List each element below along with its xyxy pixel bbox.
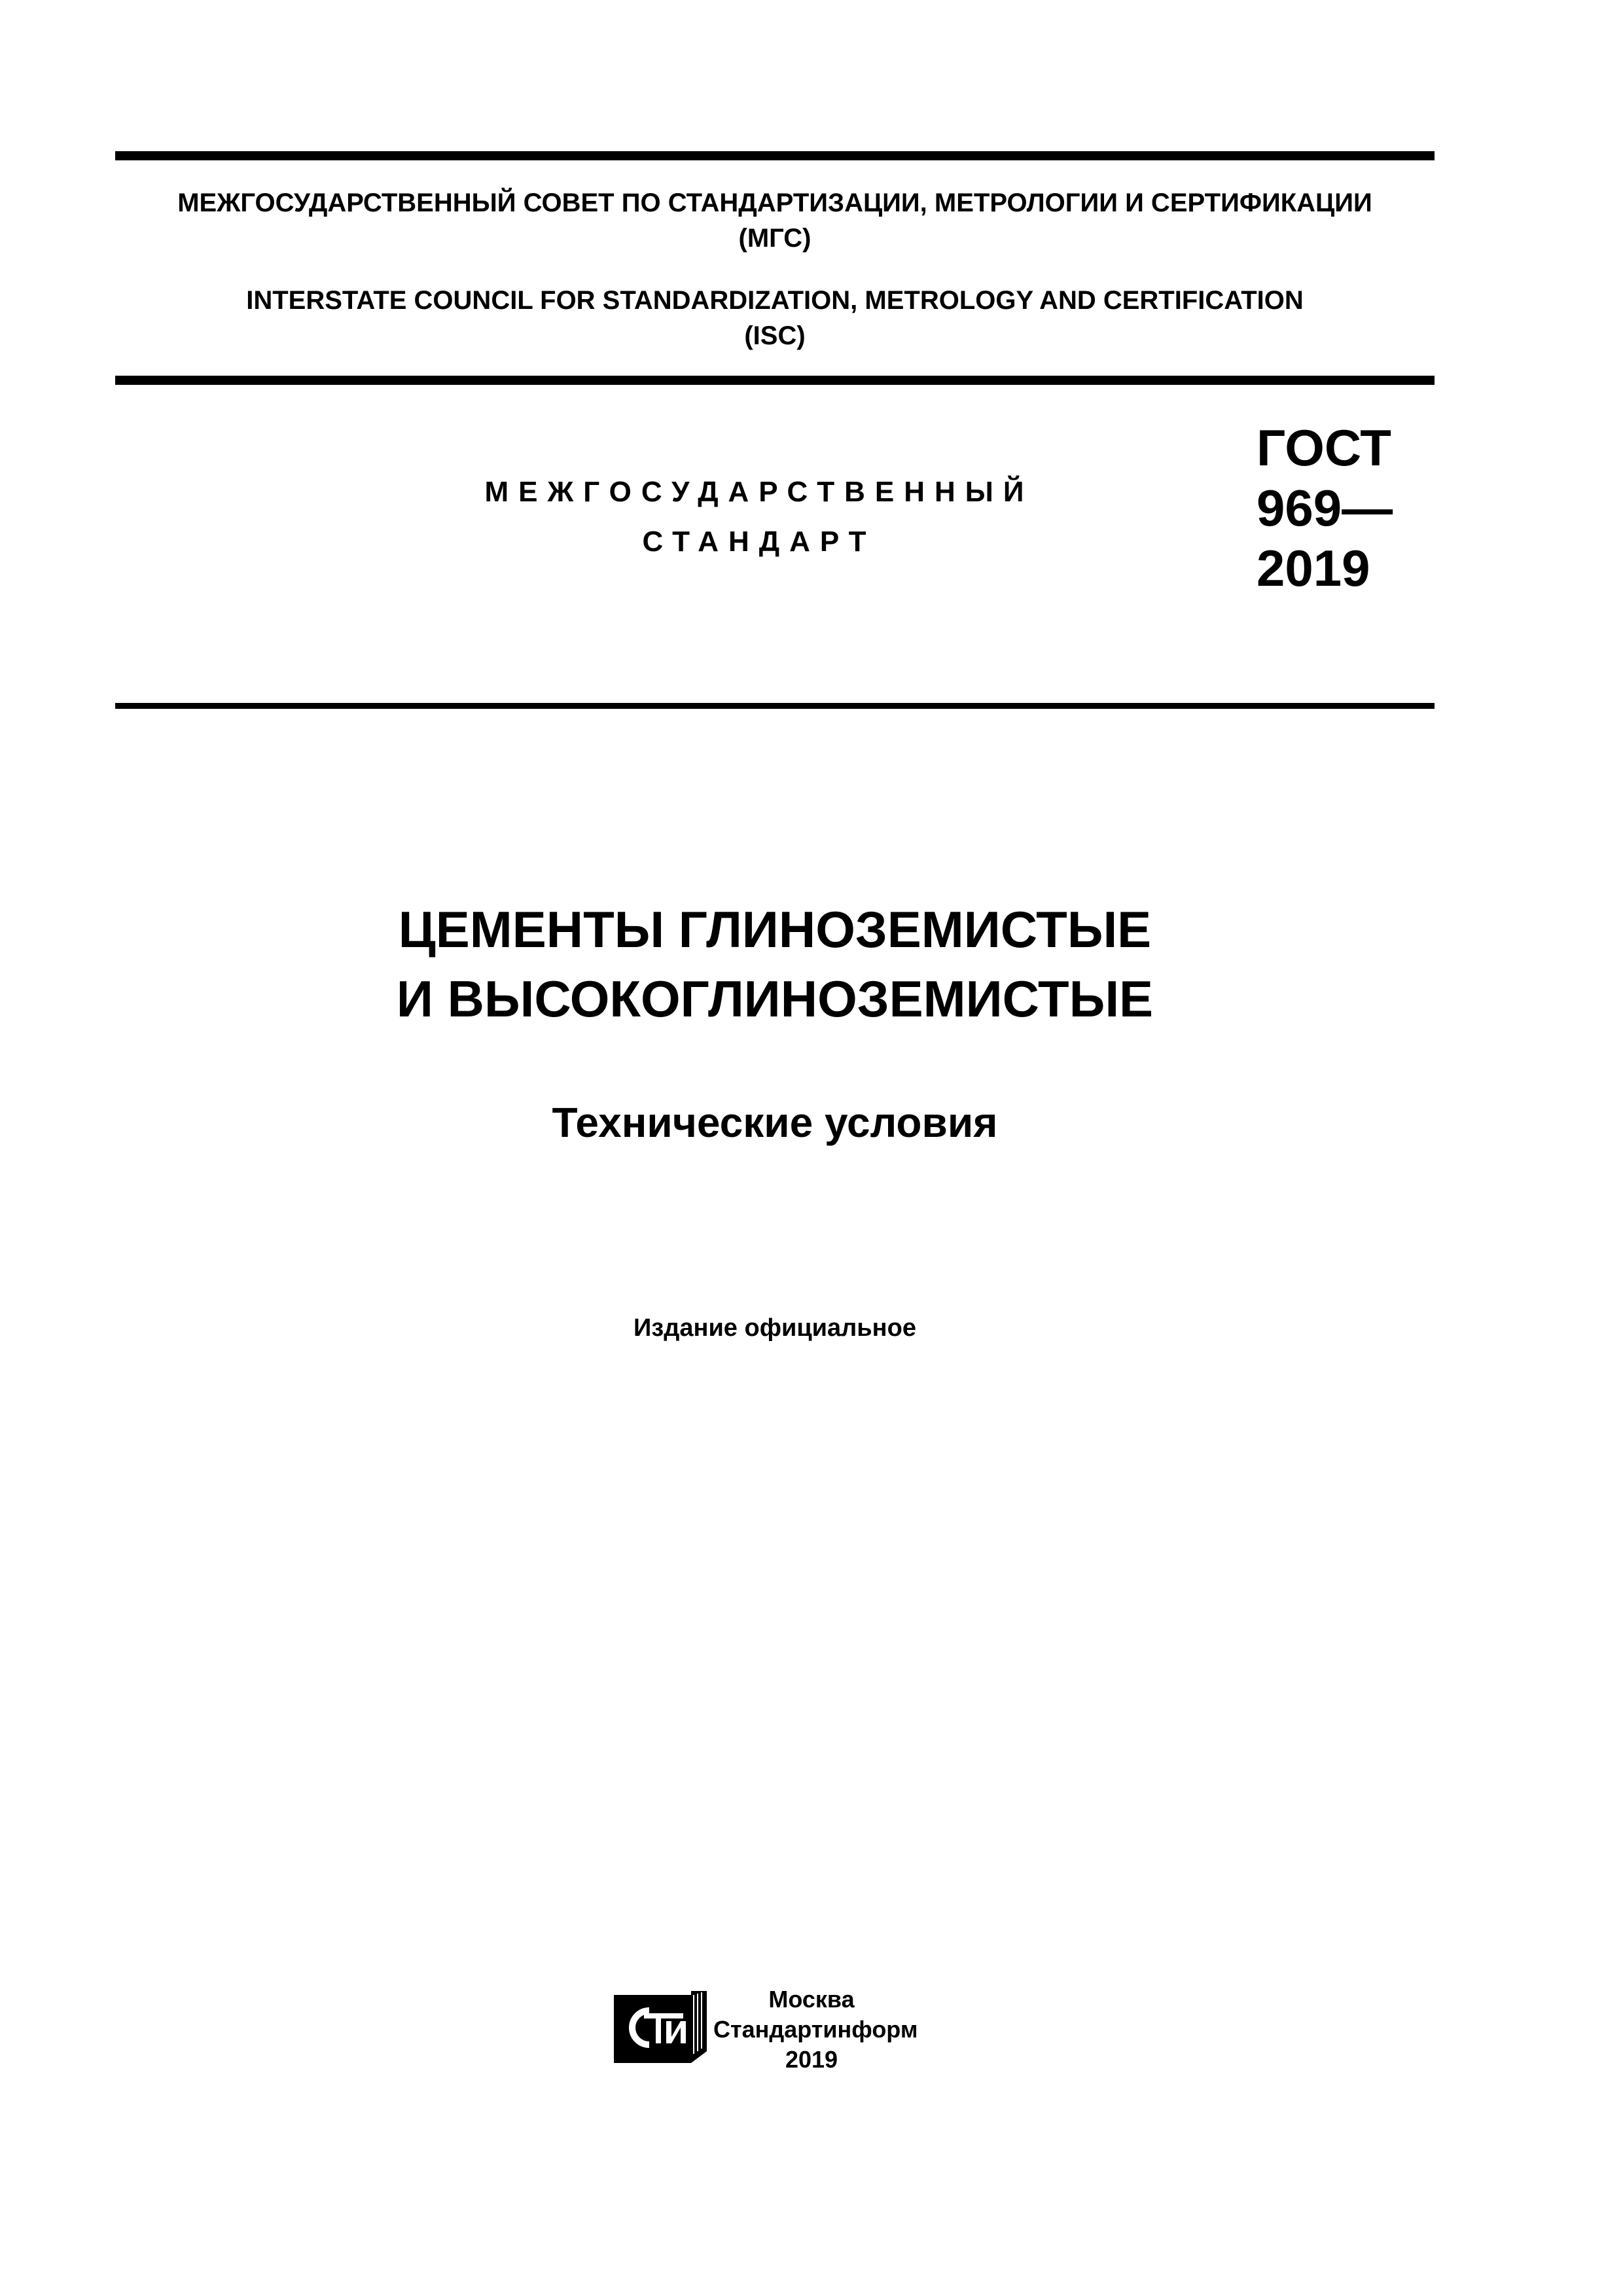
standartinform-logo-icon — [611, 1988, 709, 2067]
council-en-abbr: (ISC) — [744, 321, 806, 350]
top-rule — [115, 151, 1435, 160]
publisher-imprint — [713, 1984, 918, 2075]
council-ru-name: МЕЖГОСУДАРСТВЕННЫЙ СОВЕТ ПО СТАНДАРТИЗАЦИИ, МЕТРОЛОГИИ И СЕРТИФИКАЦИИ — [177, 188, 1372, 217]
council-en-name: INTERSTATE COUNCIL FOR STANDARDIZATION, METROLOGY AND CERTIFICATION — [246, 286, 1304, 315]
council-ru-abbr: (МГС) — [738, 224, 812, 253]
edition-note: Издание официальное — [633, 1314, 916, 1342]
publisher-city: Москва — [768, 1986, 855, 2013]
standard-type-label — [366, 467, 1152, 567]
bottom-rule — [115, 703, 1435, 709]
document-subtitle: Технические условия — [552, 1099, 998, 1146]
council-ru-block — [115, 185, 1435, 256]
standard-type-line1: МЕЖГОСУДАРСТВЕННЫЙ — [484, 476, 1034, 508]
middle-rule — [115, 376, 1435, 385]
document-title-line1: ЦЕМЕНТЫ ГЛИНОЗЕМИСТЫЕ — [398, 901, 1152, 958]
publisher-name: Стандартинформ — [713, 2016, 918, 2043]
document-title-line2: И ВЫСОКОГЛИНОЗЕМИСТЫЕ — [396, 970, 1154, 1028]
gost-designation — [1257, 418, 1393, 598]
gost-year: 2019 — [1257, 539, 1370, 597]
council-en-block — [115, 283, 1435, 353]
document-title — [115, 895, 1435, 1033]
gost-number: 969— — [1257, 479, 1393, 537]
publisher-year: 2019 — [785, 2046, 838, 2073]
standard-type-line2: СТАНДАРТ — [642, 526, 876, 558]
gost-prefix: ГОСТ — [1257, 419, 1391, 476]
